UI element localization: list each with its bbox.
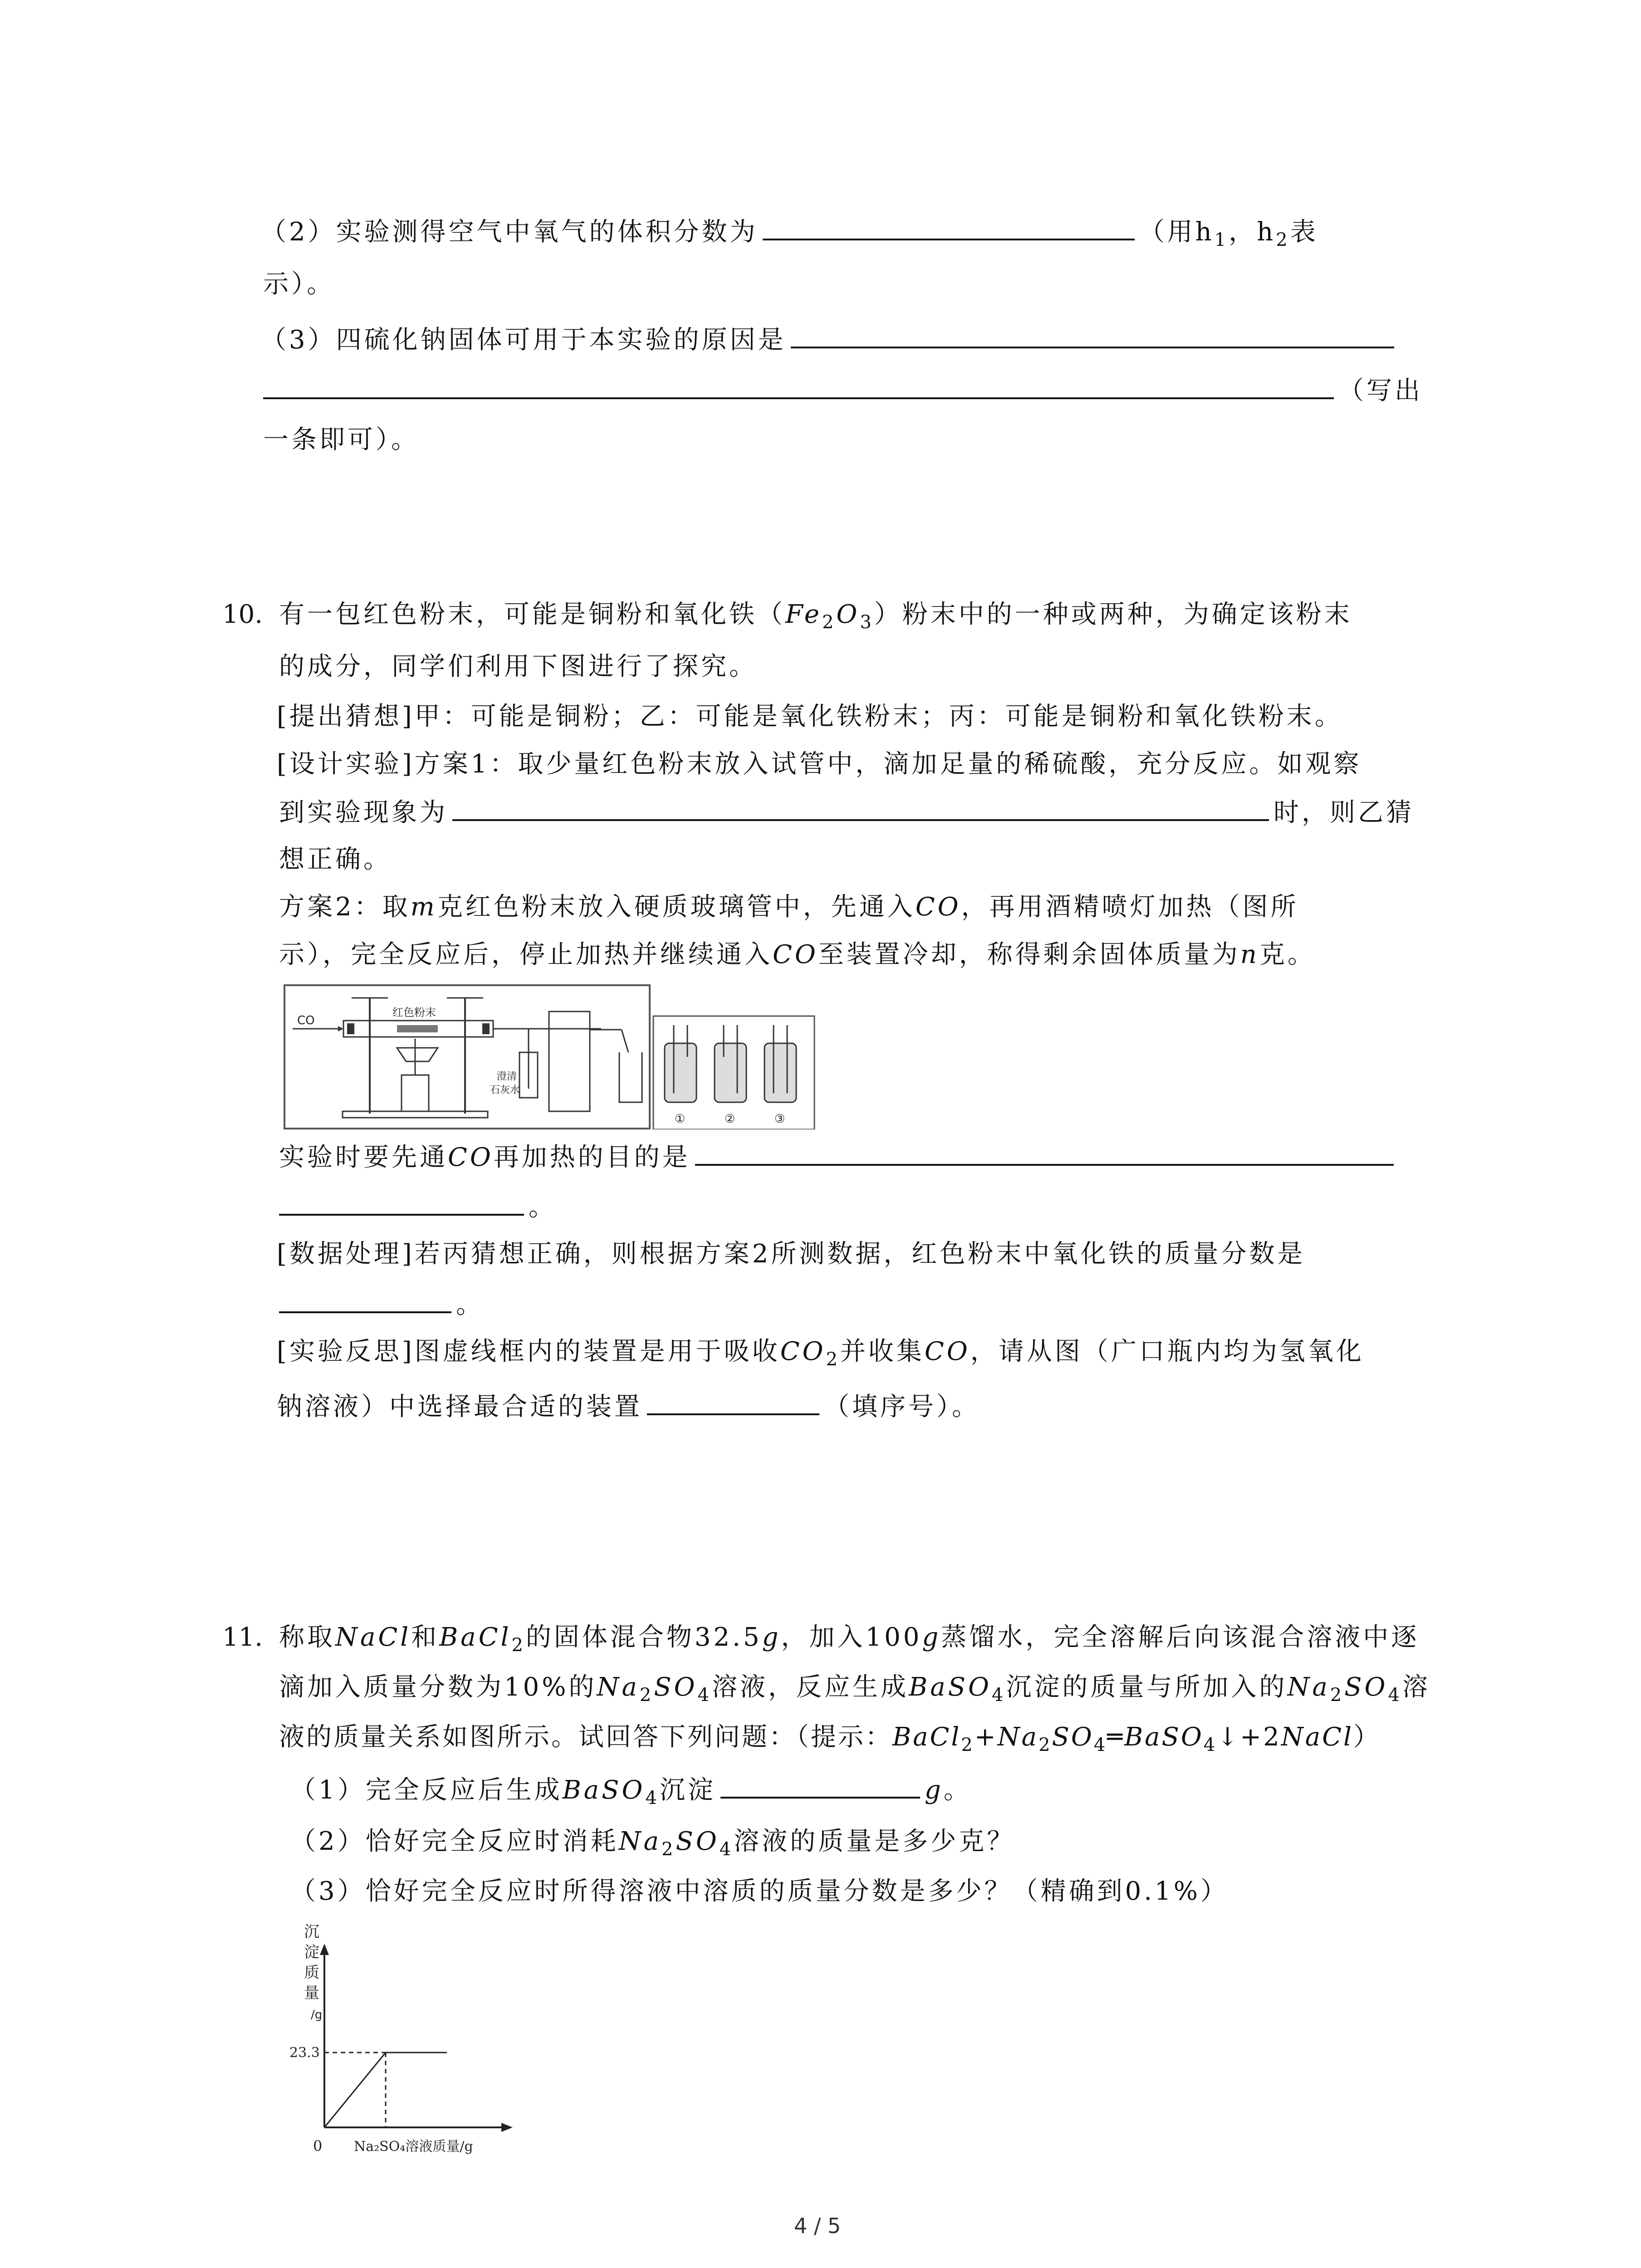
q10-line-2: 的成分，同学们利用下图进行了探究。 xyxy=(279,652,757,681)
q10-line-8: 示），完全反应后，停止加热并继续通入CO至装置冷却，称得剩余固体质量为n克。 xyxy=(279,940,1316,969)
bottle-label-2: ② xyxy=(725,1112,735,1126)
q10-line-7: 方案2：取m克红色粉末放入硬质玻璃管中，先通入CO，再用酒精喷灯加热（图所 xyxy=(279,892,1299,922)
q9-line-2: 示）。 xyxy=(263,269,335,299)
y-label-char: 质 xyxy=(304,1964,319,1982)
q9-line-4: （写出 xyxy=(263,372,1423,409)
q11-subq-2: （2）恰好完全反应时消耗$Na_2SO_4$溶液的质量是多少克？ xyxy=(290,1827,1015,1860)
limewater-label-1: 澄清 xyxy=(497,1071,517,1082)
y-label-char: /g xyxy=(311,2008,323,2022)
answer-blank-q10-device[interactable] xyxy=(647,1388,819,1415)
q10-line-14: 钠溶液）中选择最合适的装置 （填序号）。 xyxy=(277,1388,980,1425)
q10-line-11: [数据处理]若丙猜想正确，则根据方案2所测数据，红色粉末中氧化铁的质量分数是 xyxy=(277,1239,1306,1269)
limewater-label-2: 石灰水 xyxy=(490,1085,520,1096)
dashed-box-device xyxy=(549,1012,590,1111)
bottle-label-3: ③ xyxy=(774,1112,785,1126)
y-label-char: 沉 xyxy=(304,1923,319,1941)
question-number-10: 10. xyxy=(222,600,263,629)
q10-line-12: 。 xyxy=(279,1286,484,1323)
q9-line-5: 一条即可）。 xyxy=(263,425,419,455)
q11-line-1: 称取NaCl和BaCl$_2$的固体混合物32.5g，加入100g蒸馏水，完全溶解后向该混合溶液中逐 xyxy=(279,1623,1420,1656)
page-number: 4 / 5 xyxy=(794,2214,841,2238)
bottle-label-1: ① xyxy=(675,1112,686,1126)
q11-subq-3: （3）恰好完全反应时所得溶液中溶质的质量分数是多少？（精确到0.1%） xyxy=(290,1877,1229,1906)
apparatus-figure xyxy=(284,984,828,1129)
q11-line-3: 液的质量关系如图所示。试回答下列问题：（提示：$BaCl_2+Na_2SO_4═BaSO_4↓+2NaCl$） xyxy=(279,1722,1381,1756)
question-number-11: 11. xyxy=(222,1623,263,1652)
answer-blank-q10-purpose-b[interactable] xyxy=(279,1188,524,1216)
q10-line-5: 到实验现象为 时，则乙猜 xyxy=(279,794,1414,831)
powder-label: 红色粉末 xyxy=(392,1006,436,1019)
alcohol-lamp xyxy=(402,1075,429,1111)
x-axis-label: Na₂SO₄溶液质量/g xyxy=(354,2139,473,2155)
y-label-char: 量 xyxy=(304,1984,319,2002)
q10-line-4: [设计实验]方案1：取少量红色粉末放入试管中，滴加足量的稀硫酸，充分反应。如观察 xyxy=(277,749,1362,779)
co-inlet-label: CO xyxy=(297,1014,315,1027)
q10-line-1: 有一包红色粉末，可能是铜粉和氧化铁$(Fe_2O_3)$粉末中的一种或两种，为确定该粉末 xyxy=(279,600,1352,633)
q10-line-10: 。 xyxy=(279,1188,557,1226)
answer-blank-q9-2[interactable] xyxy=(763,213,1135,240)
red-powder xyxy=(397,1025,438,1032)
bottle-3[interactable] xyxy=(764,1025,796,1126)
q9-line-3: （3）四硫化钠固体可用于本实验的原因是 xyxy=(261,321,1399,358)
bottle-1[interactable] xyxy=(665,1025,696,1126)
q10-line-13: [实验反思]图虚线框内的装置是用于吸收$CO_2$并收集CO，请从图（广口瓶内均为氢氧化 xyxy=(277,1337,1364,1370)
q10-line-9: 实验时要先通CO再加热的目的是 xyxy=(279,1139,1398,1176)
answer-blank-q9-3a[interactable] xyxy=(791,321,1394,348)
x-axis-arrow xyxy=(501,2123,513,2132)
answer-blank-q10-phenomenon[interactable] xyxy=(452,794,1269,821)
origin-label: 0 xyxy=(313,2137,323,2155)
y-axis-arrow xyxy=(320,1944,329,1955)
y-tick-23-3: 23.3 xyxy=(289,2045,320,2061)
answer-blank-q11-1[interactable] xyxy=(720,1771,920,1799)
answer-blank-q9-3b[interactable] xyxy=(263,372,1334,399)
bottle-2[interactable] xyxy=(715,1025,746,1126)
y-label-char: 淀 xyxy=(304,1943,319,1961)
answer-blank-q10-fraction[interactable] xyxy=(279,1286,451,1313)
answer-blank-q10-purpose-a[interactable] xyxy=(695,1139,1394,1166)
y-axis-label xyxy=(304,1923,322,2022)
beaker xyxy=(619,1052,642,1102)
q11-line-2: 滴加入质量分数为10%的$Na_2SO_4$溶液，反应生成BaSO$_4$沉淀的质量与所加入的$Na_2SO_4$溶 xyxy=(279,1672,1430,1706)
q10-line-6: 想正确。 xyxy=(279,845,392,874)
q10-line-3: [提出猜想]甲：可能是铜粉；乙：可能是氧化铁粉末；丙：可能是铜粉和氧化铁粉末。 xyxy=(277,702,1343,731)
q9-line-1: （2）实验测得空气中氧气的体积分数为 （用$h_1$，$h_2$表 xyxy=(261,213,1318,258)
q11-subq-1: （1）完全反应后生成BaSO$_4$沉淀 g。 xyxy=(290,1771,972,1816)
precipitate-chart xyxy=(272,1919,554,2164)
